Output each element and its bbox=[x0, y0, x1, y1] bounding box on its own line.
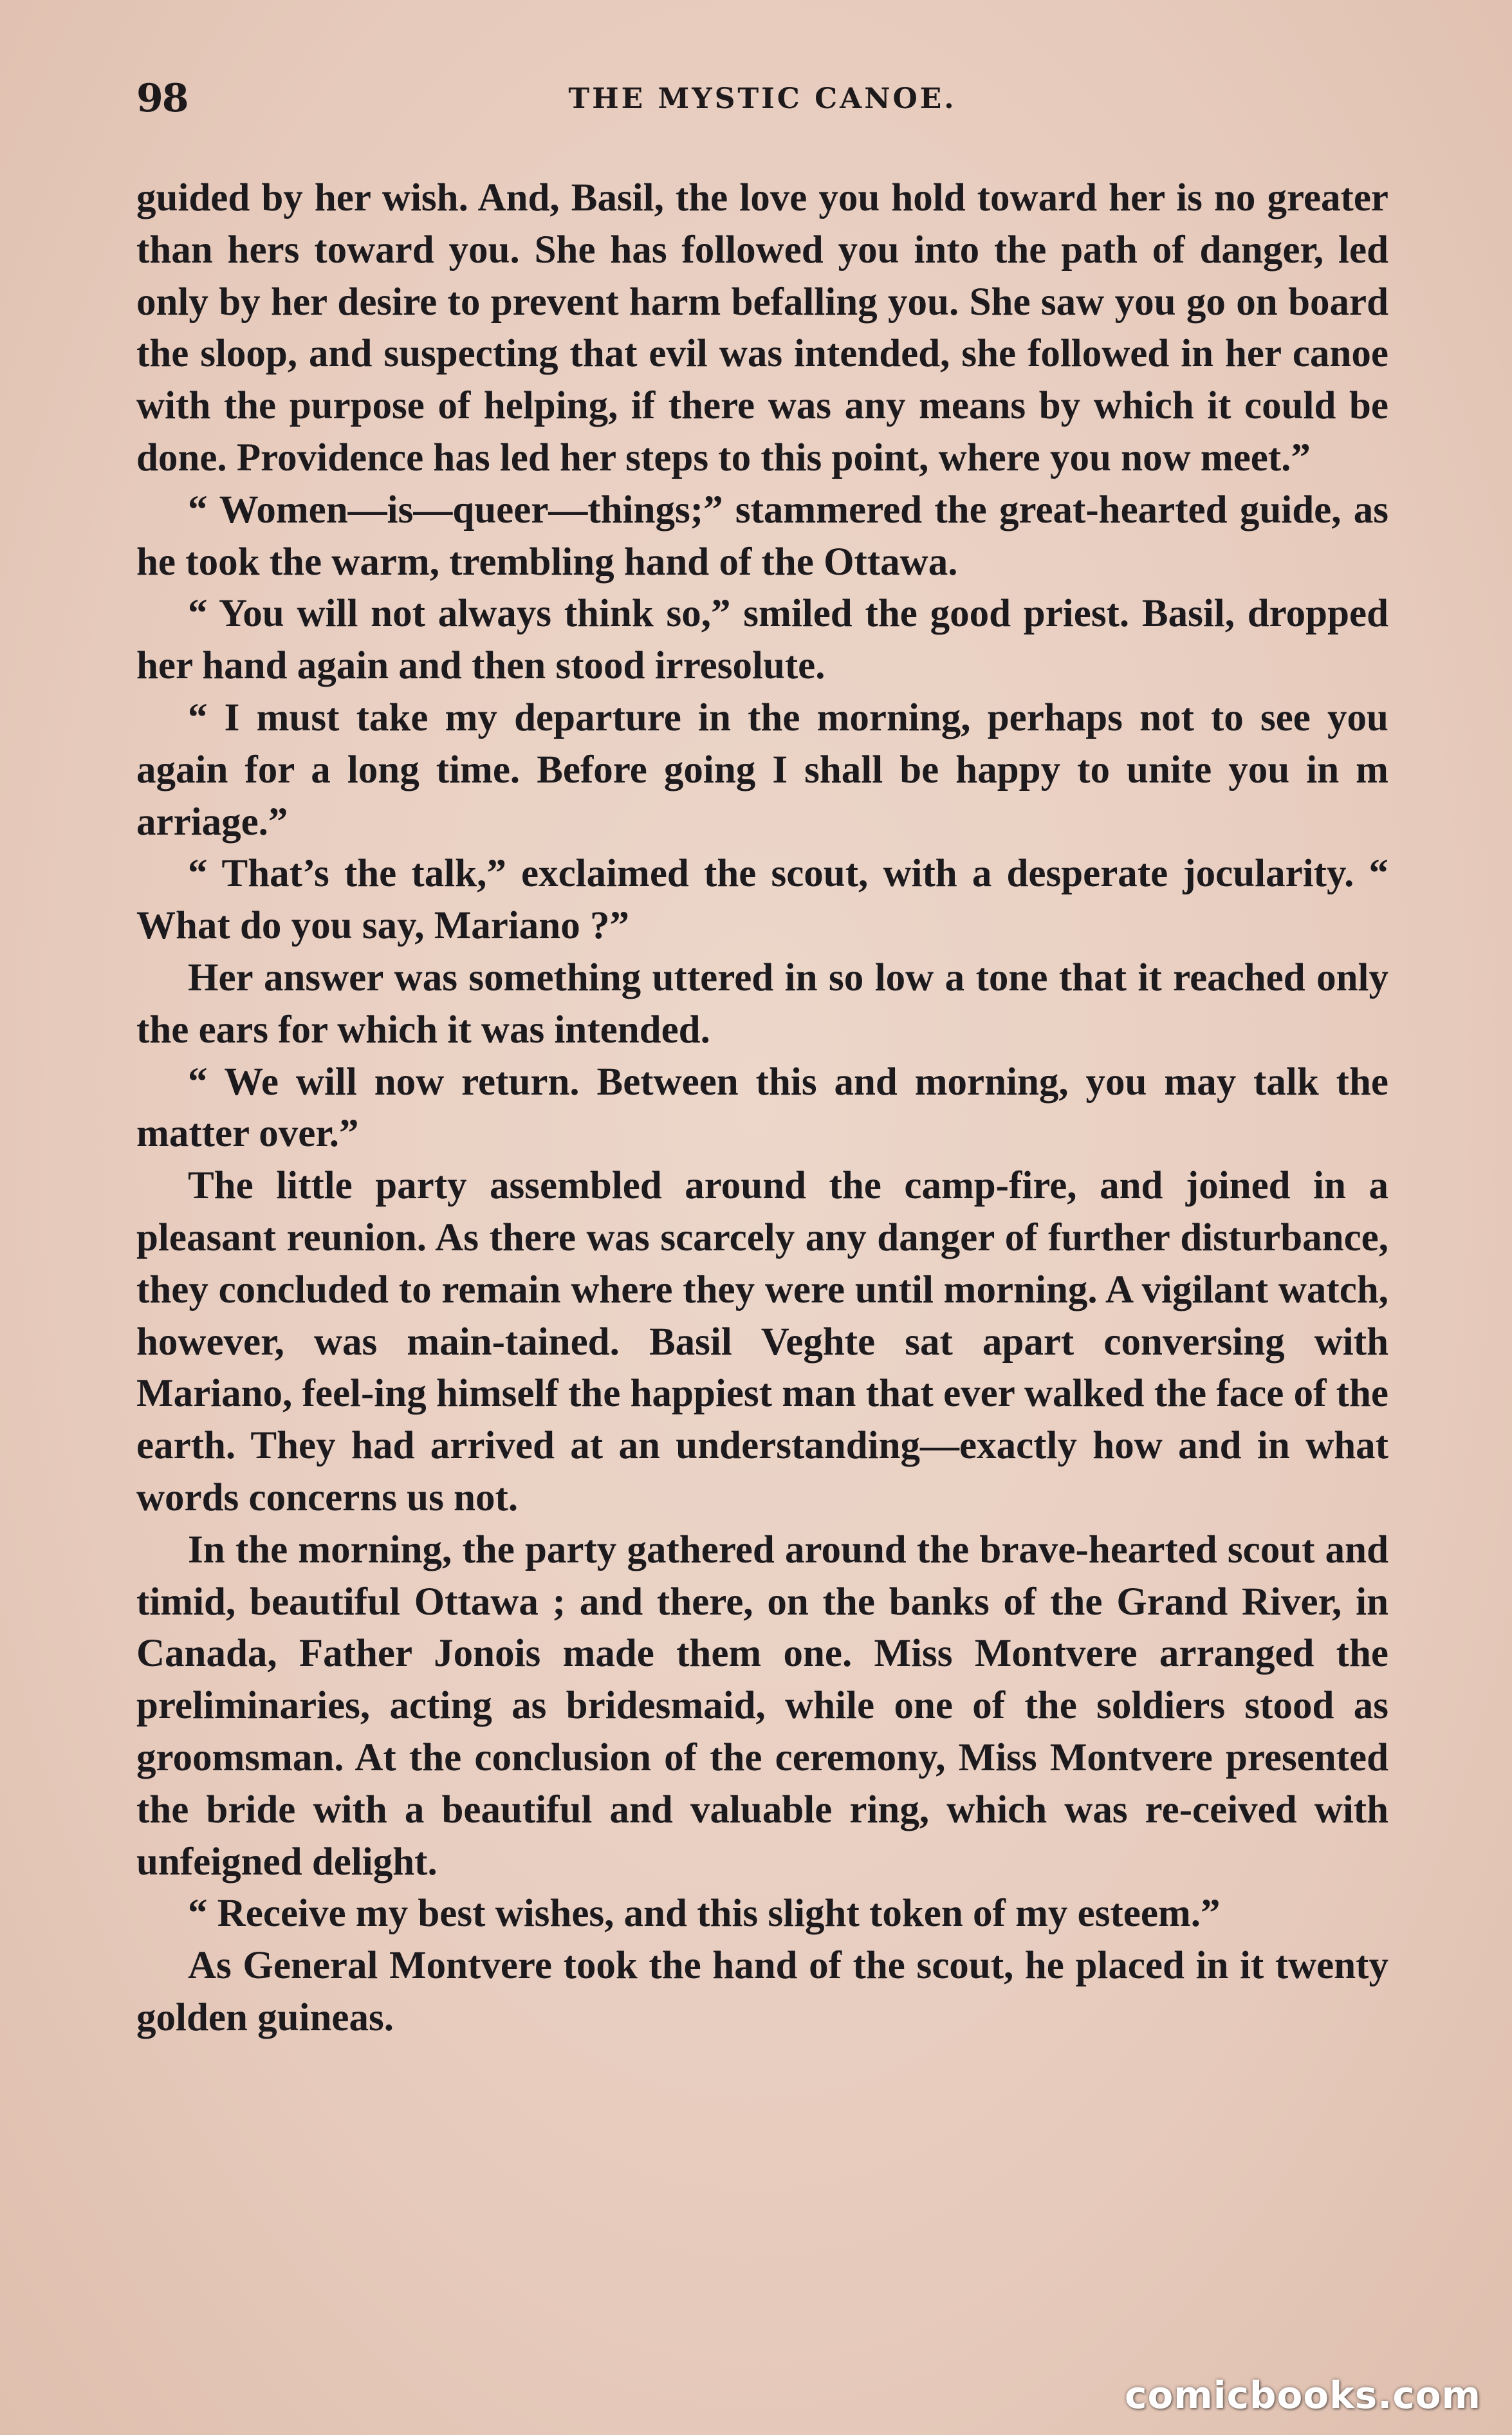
body-text bbox=[136, 172, 1388, 2044]
paragraph: “ I must take my departure in the morning, perhaps not to see you again for a long time. Before going I shall be happy to unite you in m arriage.” bbox=[136, 696, 1388, 844]
paragraph: Her answer was something uttered in so low a tone that it reached only the ears for which it was intended. bbox=[136, 956, 1388, 1051]
paragraph: “ Women—is—queer—things;” stammered the great-hearted guide, as he took the warm, trembling hand of the Ottawa. bbox=[136, 488, 1388, 584]
paragraph: “ Receive my best wishes, and this slight token of my esteem.” bbox=[188, 1892, 1221, 1936]
page-number: 98 bbox=[136, 76, 188, 121]
paragraph: “ That’s the talk,” exclaimed the scout, with a desperate jocularity. “ What do you say, Mariano ?” bbox=[136, 852, 1388, 948]
watermark: comicbooks.com bbox=[1125, 2373, 1481, 2417]
paragraph: “ You will not always think so,” smiled the good priest. Basil, dropped her hand again and then stood irresolute. bbox=[136, 592, 1388, 688]
paragraph: “ We will now return. Between this and morning, you may talk the matter over.” bbox=[136, 1060, 1388, 1156]
paragraph: guided by her wish. And, Basil, the love you hold toward her is no greater than hers toward you. She has followed you into the path of danger, led only by her desire to prevent harm befalling you. She saw you go on board the sloop, and suspecting that evil was intended, she followed in her canoe with the purpose of helping, if there was any means by which it could be done. Providence has led her steps to this point, where you now meet.” bbox=[136, 176, 1388, 479]
running-title: THE MYSTIC CANOE. bbox=[568, 82, 957, 115]
page-header bbox=[136, 76, 1388, 127]
paragraph: The little party assembled around the camp-fire, and joined in a pleasant reunion. As there was scarcely any danger of further disturbance, they concluded to remain where they were until morning. A vigilant watch, however, was main-tained. Basil Veghte sat apart conversing with Mariano, feel-ing himself the happiest man that ever walked the face of the earth. They had arrived at an understanding—exactly how and in what words concerns us not. bbox=[136, 1164, 1388, 1519]
paragraph: As General Montvere took the hand of the scout, he placed in it twenty golden guineas. bbox=[136, 1944, 1388, 2039]
paragraph: In the morning, the party gathered around the brave-hearted scout and timid, beautiful Ottawa ; and there, on the banks of the Grand River, in Canada, Father Jonois made them one. Miss Montvere arranged the preliminaries, acting as bridesmaid, while one of the soldiers stood as groomsman. At the conclusion of the ceremony, Miss Montvere presented the bride with a beautiful and valuable ring, which was re-ceived with unfeigned delight. bbox=[136, 1528, 1388, 1884]
